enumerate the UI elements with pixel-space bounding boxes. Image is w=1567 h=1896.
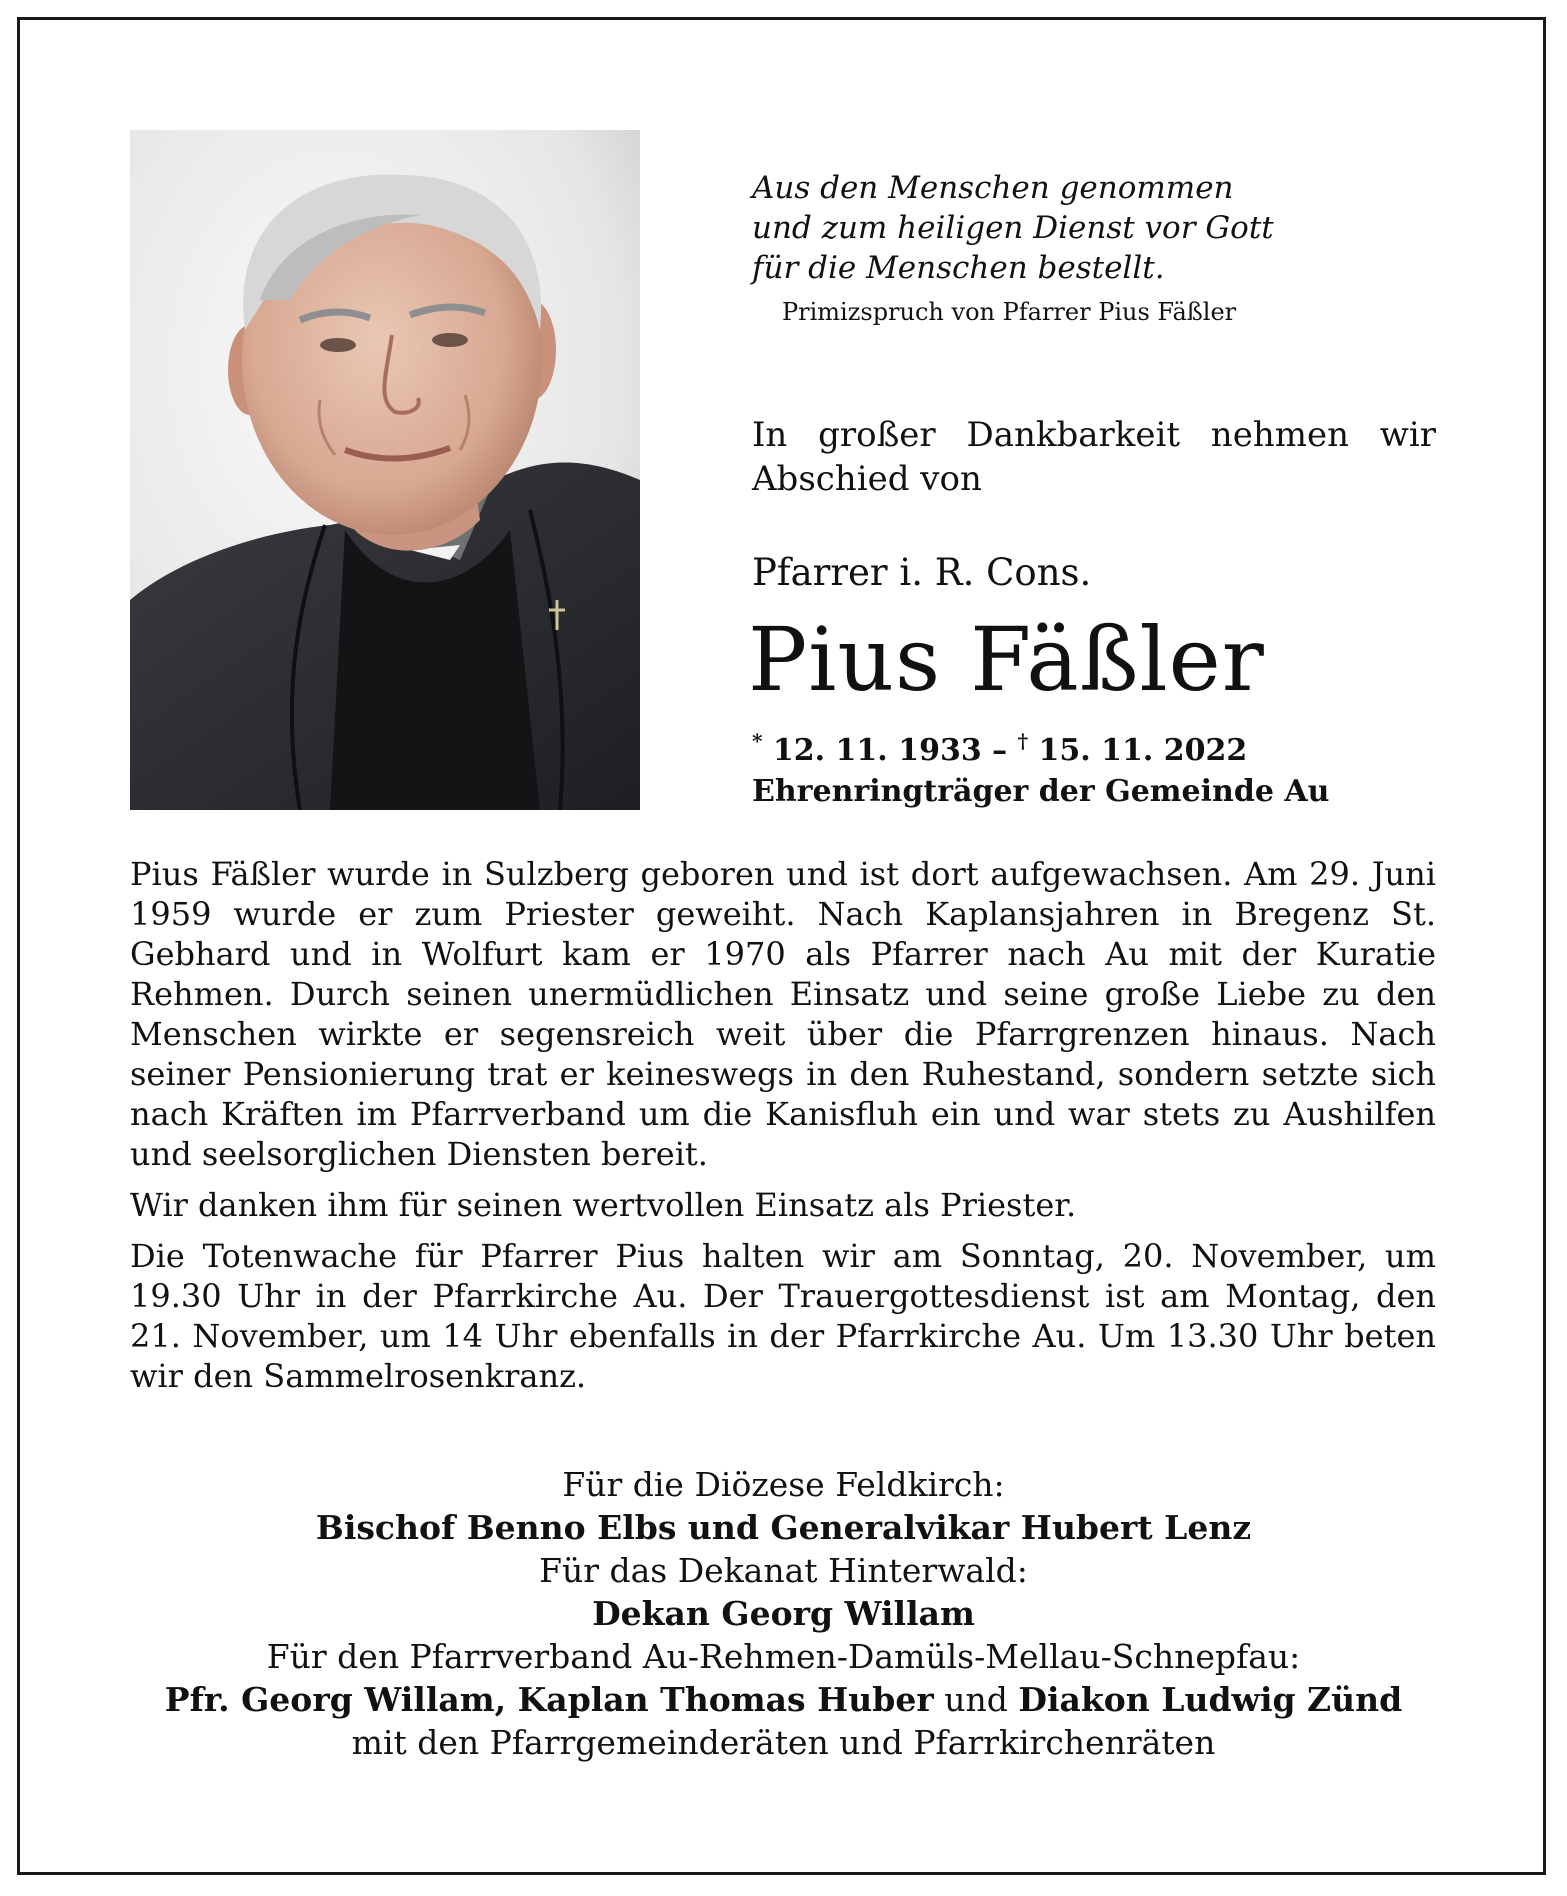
parish-conj: und [944, 1680, 1008, 1719]
intro-text [752, 413, 1436, 501]
death-date: 15. 11. 2022 [1038, 733, 1248, 768]
body-paragraph: Wir danken ihm für seinen wertvollen Einsatz als Priester. [130, 1186, 1077, 1224]
deanery-label: Für das Dekanat Hinterwald: [539, 1551, 1028, 1590]
intro-word: In [752, 415, 788, 455]
intro-line-1 [752, 413, 1436, 457]
motto-line: und zum heiligen Dienst vor Gott [752, 210, 1274, 246]
deanery-names: Dekan Georg Willam [592, 1594, 975, 1633]
deceased-name: Pius Fäßler [748, 608, 1265, 711]
honor-line: Ehrenringträger der Gemeinde Au [752, 774, 1330, 809]
parish-councils: mit den Pfarrgemeinderäten und Pfarrkirchenräten [351, 1723, 1216, 1762]
body-paragraph: Pius Fäßler wurde in Sulzberg geboren und ist dort aufgewachsen. Am 29. Juni 1959 wurde er zum Priester geweiht. Nach Kaplansjahren in Bregenz St. Gebhard und in Wolfurt kam er 1970 als Pfarrer nach Au mit der Kuratie Rehmen. Durch seinen unermüdlichen Einsatz und seine große Liebe zu den Menschen wirkte er segensreich weit über die Pfarrgrenzen hinaus. Nach seiner Pensionierung trat er keineswegs in den Ruhestand, sondern setzte sich nach Kräften im Pfarrverband um die Kanisfluh ein und war stets zu Aushilfen und seelsorglichen Diensten bereit. [130, 855, 1436, 1173]
motto-line: für die Menschen bestellt. [752, 250, 1165, 286]
body-paragraph: Die Totenwache für Pfarrer Pius halten wir am Sonntag, 20. November, um 19.30 Uhr in der Pfarrkirche Au. Der Trauergottesdienst ist am Montag, den 21. November, um 14 Uhr ebenfalls in der Pfarrkirche Au. Um 13.30 Uhr beten wir den Sammelrosenkranz. [130, 1237, 1436, 1395]
date-separator: – [992, 733, 1008, 768]
diocese-names: Bischof Benno Elbs und Generalvikar Hubert Lenz [315, 1508, 1252, 1547]
motto-line: Aus den Menschen genommen [752, 170, 1234, 206]
parish-label: Für den Pfarrverband Au-Rehmen-Damüls-Mellau-Schnepfau: [266, 1637, 1301, 1676]
parish-name-2: Diakon Ludwig Zünd [1018, 1680, 1403, 1719]
birth-date: 12. 11. 1933 [772, 733, 982, 768]
intro-word: großer [818, 415, 936, 455]
parish-name-1: Pfr. Georg Willam, Kaplan Thomas Huber [164, 1680, 934, 1719]
signatures [60, 1463, 1507, 1764]
intro-word: wir [1379, 415, 1436, 455]
intro-line-2: Abschied von [752, 459, 982, 499]
intro-word: Dankbarkeit [966, 415, 1181, 455]
life-dates [752, 730, 1247, 772]
diocese-label: Für die Diözese Feldkirch: [562, 1465, 1005, 1504]
parish-names [60, 1678, 1507, 1721]
obituary-body [130, 854, 1436, 1407]
birth-mark: * [752, 729, 763, 753]
portrait-photo [130, 130, 640, 810]
death-mark: † [1017, 729, 1029, 753]
title-prefix: Pfarrer i. R. Cons. [752, 551, 1092, 594]
motto-block [752, 168, 1452, 328]
motto-source: Primizspruch von Pfarrer Pius Fäßler [782, 298, 1237, 326]
intro-word: nehmen [1210, 415, 1349, 455]
